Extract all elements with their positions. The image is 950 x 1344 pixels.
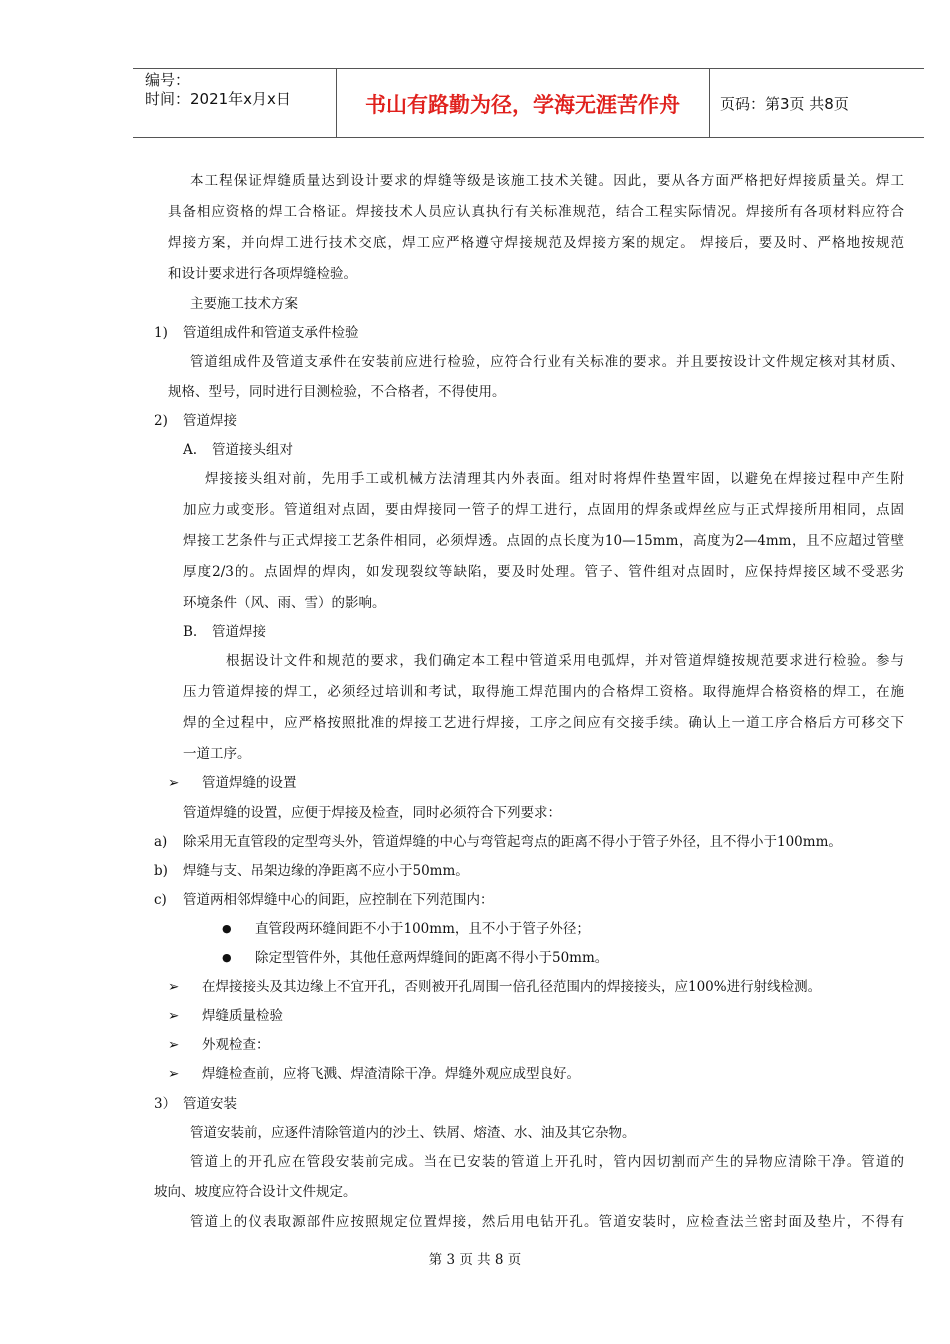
bullet-text: 除定型管件外，其他任意两焊缝间的距离不得小于50mm。 bbox=[255, 950, 609, 966]
bullet-icon: ● bbox=[222, 922, 232, 935]
section-number: 1) bbox=[154, 325, 168, 341]
weld-intro: 管道焊缝的设置，应便于焊接及检查，同时必须符合下列要求： bbox=[183, 805, 561, 821]
arrow-item-text: 在焊接接头及其边缘上不宜开孔，否则被开孔周围一倍孔径范围内的焊接接头，应100%进行射线检测。 bbox=[202, 979, 822, 995]
header-divider bbox=[709, 69, 710, 137]
arrow-item-text: 焊缝质量检验 bbox=[202, 1008, 283, 1024]
section-number: 3） bbox=[154, 1096, 177, 1112]
section-title: 管道安装 bbox=[183, 1096, 237, 1112]
paragraph-line: 焊的全过程中，应严格按照批准的焊接工艺进行焊接，工序之间应有交接手续。确认上一道工序合格后方可移交下 bbox=[183, 715, 904, 731]
bullet-text: 直管段两环缝间距不小于100mm，且不小于管子外径； bbox=[255, 921, 590, 937]
subsection-number: B. bbox=[183, 624, 198, 640]
paragraph-line: 一道工序。 bbox=[183, 746, 251, 762]
page-footer: 第 3 页 共 8 页 bbox=[428, 1252, 522, 1268]
paragraph-line: 坡向、坡度应符合设计文件规定。 bbox=[154, 1184, 357, 1200]
paragraph-line: 焊接接头组对前，先用手工或机械方法清理其内外表面。组对时将焊件垫置牢固，以避免在焊接过程中产生附 bbox=[205, 471, 904, 487]
item-label: c) bbox=[154, 892, 167, 908]
arrow-bullet-icon: ➢ bbox=[168, 775, 180, 791]
paragraph-line: 管道安装前，应逐件清除管道内的沙土、铁屑、熔渣、水、油及其它杂物。 bbox=[190, 1125, 636, 1141]
subsection-title: 管道焊接 bbox=[212, 624, 266, 640]
paragraph-line: 规格、型号，同时进行目测检验，不合格者，不得使用。 bbox=[168, 384, 506, 400]
arrow-bullet-icon: ➢ bbox=[168, 1008, 180, 1024]
intro-line: 本工程保证焊缝质量达到设计要求的焊缝等级是该施工技术关键。因此，要从各方面严格把好焊接质量关。焊工 bbox=[190, 173, 904, 189]
paragraph-line: 环境条件（风、雨、雪）的影响。 bbox=[183, 595, 386, 611]
arrow-bullet-icon: ➢ bbox=[168, 1037, 180, 1053]
paragraph-line: 管道上的开孔应在管段安装前完成。当在已安装的管道上开孔时，管内因切割而产生的异物应清除干净。管道的 bbox=[190, 1154, 904, 1170]
item-label: b) bbox=[154, 863, 168, 879]
item-text: 焊缝与支、吊架边缘的净距离不应小于50mm。 bbox=[183, 863, 469, 879]
motto: 书山有路勤为径，学海无涯苦作舟 bbox=[365, 93, 680, 117]
paragraph-line: 管道组成件及管道支承件在安装前应进行检验，应符合行业有关标准的要求。并且要按设计文件规定核对其材质、 bbox=[190, 354, 904, 370]
paragraph-line: 焊接工艺条件与正式焊接工艺条件相同，必须焊透。点固的点长度为10—15mm，高度为2—4mm，且不应超过管壁 bbox=[183, 533, 904, 549]
item-text: 管道两相邻焊缝中心的间距，应控制在下列范围内： bbox=[183, 892, 494, 908]
subsection-title: 管道接头组对 bbox=[212, 442, 293, 458]
weld-title: 管道焊缝的设置 bbox=[202, 775, 297, 791]
item-label: a) bbox=[154, 834, 168, 850]
paragraph-line: 压力管道焊接的焊工，必须经过培训和考试，取得施工焊范围内的合格焊工资格。取得施焊合格资格的焊工，在施 bbox=[183, 684, 904, 700]
arrow-item-text: 外观检查： bbox=[202, 1037, 270, 1053]
paragraph-line: 管道上的仪表取源部件应按照规定位置焊接，然后用电钻开孔。管道安装时，应检查法兰密封面及垫片，不得有 bbox=[190, 1214, 904, 1230]
arrow-bullet-icon: ➢ bbox=[168, 979, 180, 995]
section-title: 管道焊接 bbox=[183, 413, 237, 429]
intro-line: 具备相应资格的焊工合格证。焊接技术人员应认真执行有关标准规范，结合工程实际情况。焊接所有各项材料应符合 bbox=[168, 204, 904, 220]
arrow-item-text: 焊缝检查前，应将飞溅、焊渣清除干净。焊缝外观应成型良好。 bbox=[202, 1066, 580, 1082]
paragraph-line: 根据设计文件和规范的要求，我们确定本工程中管道采用电弧焊，并对管道焊缝按规范要求进行检验。参与 bbox=[226, 653, 904, 669]
header-left bbox=[145, 71, 291, 109]
bullet-icon: ● bbox=[222, 951, 232, 964]
paragraph-line: 厚度2/3的。点固焊的焊肉，如发现裂纹等缺陷，要及时处理。管子、管件组对点固时，应保持焊接区域不受恶劣 bbox=[183, 564, 904, 580]
time-label: 时间：2021年x月x日 bbox=[145, 90, 291, 108]
paragraph-line: 加应力或变形。管道组对点固，要由焊接同一管子的焊工进行，点固用的焊条或焊丝应与正式焊接所用相同，点固 bbox=[183, 502, 904, 518]
section-title: 管道组成件和管道支承件检验 bbox=[183, 325, 359, 341]
intro-line: 焊接方案，并向焊工进行技术交底，焊工应严格遵守焊接规范及焊接方案的规定。 焊接后，要及时、严格地按规范 bbox=[168, 235, 904, 251]
page-header bbox=[133, 68, 924, 138]
number-label: 编号： bbox=[145, 71, 191, 89]
main-title: 主要施工技术方案 bbox=[190, 296, 298, 312]
arrow-bullet-icon: ➢ bbox=[168, 1066, 180, 1082]
section-number: 2) bbox=[154, 413, 168, 429]
page-code: 页码：第3页 共8页 bbox=[720, 95, 849, 113]
subsection-number: A. bbox=[183, 442, 198, 458]
intro-line: 和设计要求进行各项焊缝检验。 bbox=[168, 266, 357, 282]
item-text: 除采用无直管段的定型弯头外，管道焊缝的中心与弯管起弯点的距离不得小于管子外径，且不得小于100mm。 bbox=[183, 834, 842, 850]
